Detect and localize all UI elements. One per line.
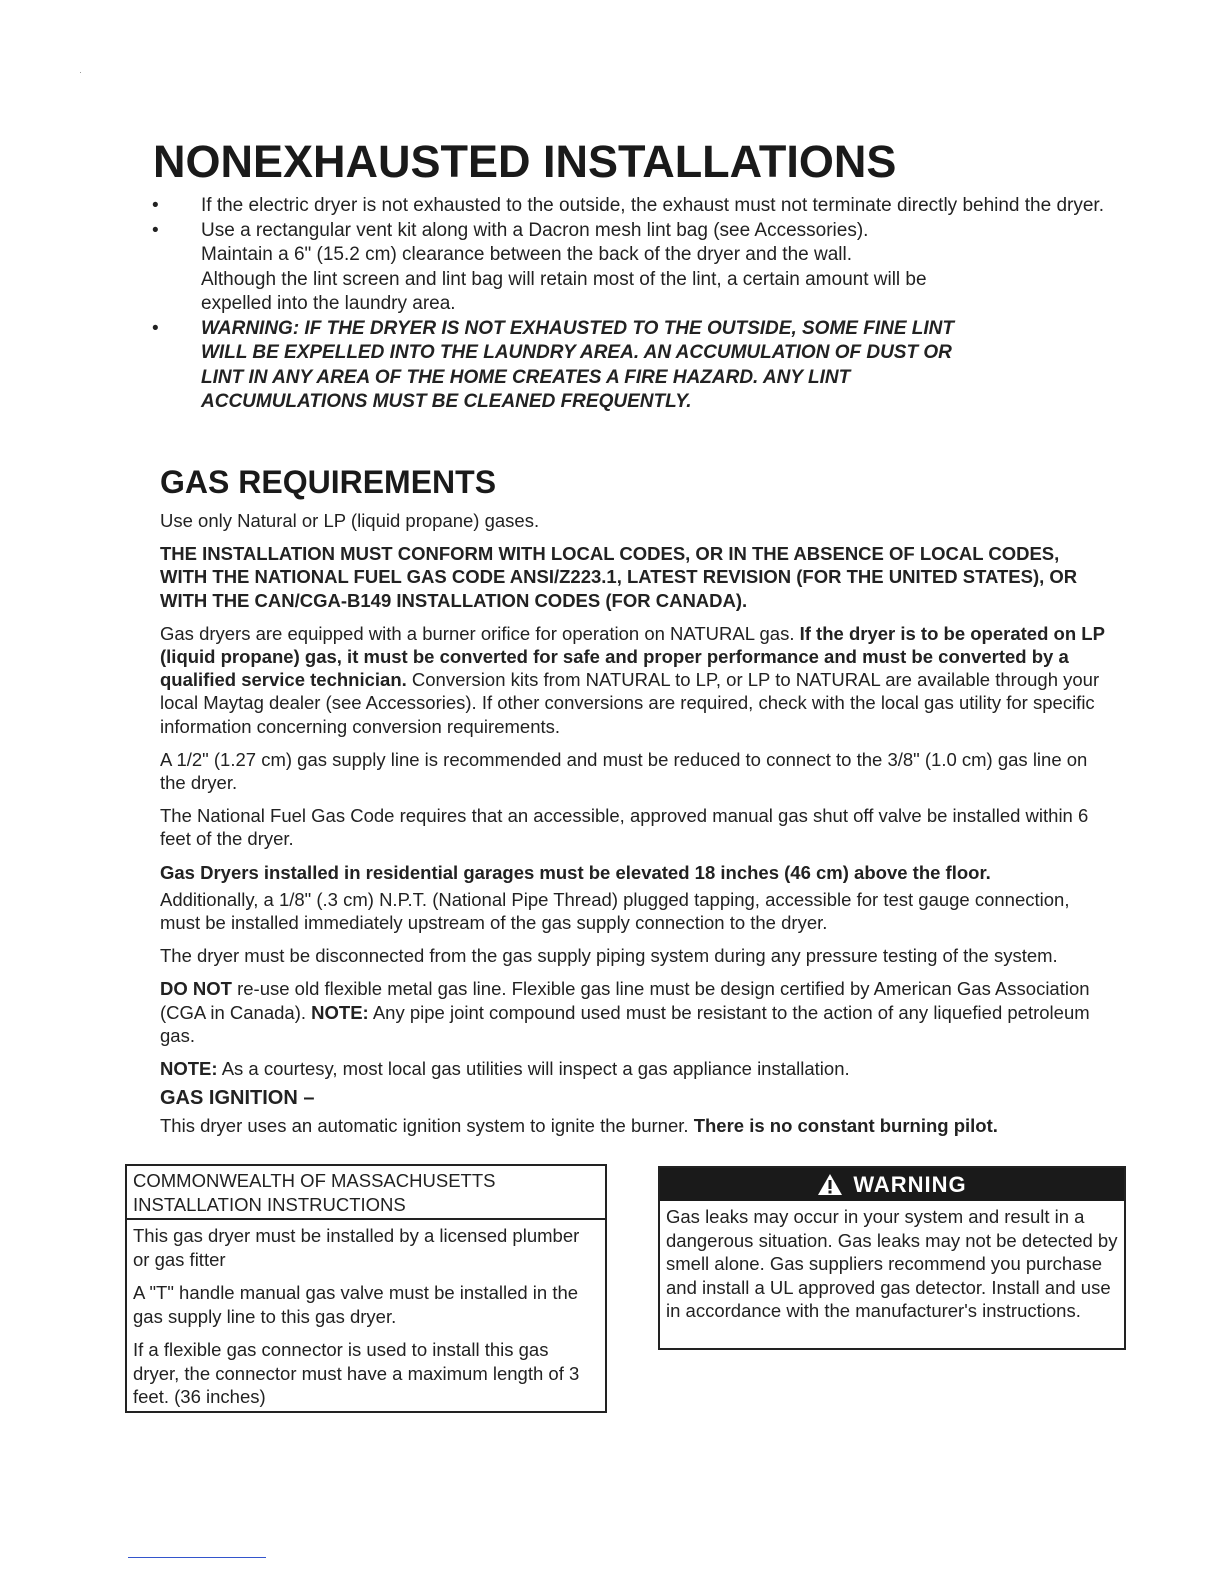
gas-requirements-body [160,509,1110,1147]
lp-conversion-bold: If the dryer is to be operated on LP (liquid propane) gas, it must be converted for safe and proper performance and must be converted by a qualified service technician. [160,622,1105,691]
text-span: re-use old flexible metal gas line. Flexible gas line must be design certified by American Gas Association (CGA in Canada). [160,978,1090,1023]
paragraph [160,1114,1110,1137]
list-item [148,194,1138,219]
list-item [148,317,1138,415]
bullet-text: • Use a rectangular vent kit along with a Dacron mesh lint bag (see Accessories). [201,219,869,241]
list-item: This gas dryer must be installed by a licensed plumber or gas fitter [133,1225,580,1270]
paragraph: Use only Natural or LP (liquid propane) gases. [160,510,540,531]
bullet-text: Although the lint screen and lint bag will retain most of the lint, a certain amount will be expelled into the laundry area. [201,268,927,314]
gas-requirements-title: GAS REQUIREMENTS [160,464,497,500]
nonexhausted-list [148,194,1138,415]
code-conformance-paragraph: THE INSTALLATION MUST CONFORM WITH LOCAL CODES, OR IN THE ABSENCE OF LOCAL CODES, WITH THE NATIONAL FUEL GAS CODE ANSI/Z223.1, LATEST REVISION (FOR THE UNITED STATES), OR WITH THE CAN/CGA-B149 INSTALLATION CODES (FOR CANADA). [160,543,1078,611]
paragraph: Additionally, a 1/8" (.3 cm) N.P.T. (National Pipe Thread) plugged tapping, accessible for test gauge connection, must be installed immediately upstream of the gas supply connection to the dryer. [160,888,1070,934]
bullet-text: • If the electric dryer is not exhausted to the outside, the exhaust must not terminate directly behind the dryer. [201,195,1104,216]
paragraph: The National Fuel Gas Code requires that an accessible, approved manual gas shut off valve be installed within 6 feet of the dryer. [160,805,1089,850]
massachusetts-instructions-box [125,1164,607,1413]
note-label: NOTE: [311,1001,369,1023]
box-heading: COMMONWEALTH OF MASSACHUSETTS INSTALLATION INSTRUCTIONS [127,1166,605,1220]
paragraph: The dryer must be disconnected from the gas supply piping system during any pressure testing of the system. [160,945,1058,967]
warning-header [660,1168,1124,1201]
fire-hazard-warning: • WARNING: IF THE DRYER IS NOT EXHAUSTED TO THE OUTSIDE, SOME FINE LINT WILL BE EXPELLED INTO THE LAUNDRY AREA. AN ACCUMULATION OF DUST OR LINT IN ANY AREA OF THE HOME CREATES A FIRE HAZARD. ANY LINT ACCUMULATIONS MUST BE CLEANED FREQUENTLY. [201,317,955,412]
gas-ignition-heading: GAS IGNITION – [160,1087,315,1110]
paragraph: A 1/2" (1.27 cm) gas supply line is recommended and must be reduced to connect to the 3/8" (1.0 cm) gas line on the dryer. [160,748,1088,794]
list-item: A "T" handle manual gas valve must be installed in the gas supply line to this gas dryer. [133,1282,579,1327]
paragraph [160,1057,1110,1080]
bullet-text: Maintain a 6" (15.2 cm) clearance between the back of the dryer and the wall. [201,244,852,265]
note-label: NOTE: [160,1058,218,1080]
warning-label: WARNING [853,1171,967,1197]
footer-rule [128,1557,266,1558]
nonexhausted-title: NONEXHAUSTED INSTALLATIONS [153,136,897,187]
text-span: As a courtesy, most local gas utilities will inspect a gas appliance installation. [221,1058,850,1080]
list-item: If a flexible gas connector is used to install this gas dryer, the connector must have a maximum length of 3 feet. (36 inches) [133,1339,580,1407]
paragraph [160,622,1110,738]
text-span: Gas dryers are equipped with a burner orifice for operation on NATURAL gas. [160,622,795,644]
warning-triangle-icon [817,1173,843,1196]
speck-mark [80,72,81,73]
text-span: Any pipe joint compound used must be resistant to the action of any liquefied petroleum gas. [160,1001,1090,1046]
box-body [127,1220,605,1423]
warning-text: Gas leaks may occur in your system and result in a dangerous situation. Gas leaks may not be detected by smell alone. Gas suppliers recommend you purchase and install a UL approved gas detector. Install and use in accordance with the manufacturer's instructions. [666,1206,1118,1321]
no-pilot-bold: There is no constant burning pilot. [693,1115,998,1137]
list-item [148,219,1138,317]
garage-elevation-paragraph: Gas Dryers installed in residential garages must be elevated 18 inches (46 cm) above the floor. [160,861,991,883]
text-span: This dryer uses an automatic ignition system to ignite the burner. [160,1115,689,1137]
paragraph [160,977,1110,1047]
gas-leak-warning-box [658,1166,1126,1350]
text-span: Conversion kits from NATURAL to LP, or LP to NATURAL are available through your local Maytag dealer (see Accessories). If other conversions are required, check with the local gas utility for specific information concerning conversion requirements. [160,669,1100,737]
do-not-label: DO NOT [160,978,232,1000]
